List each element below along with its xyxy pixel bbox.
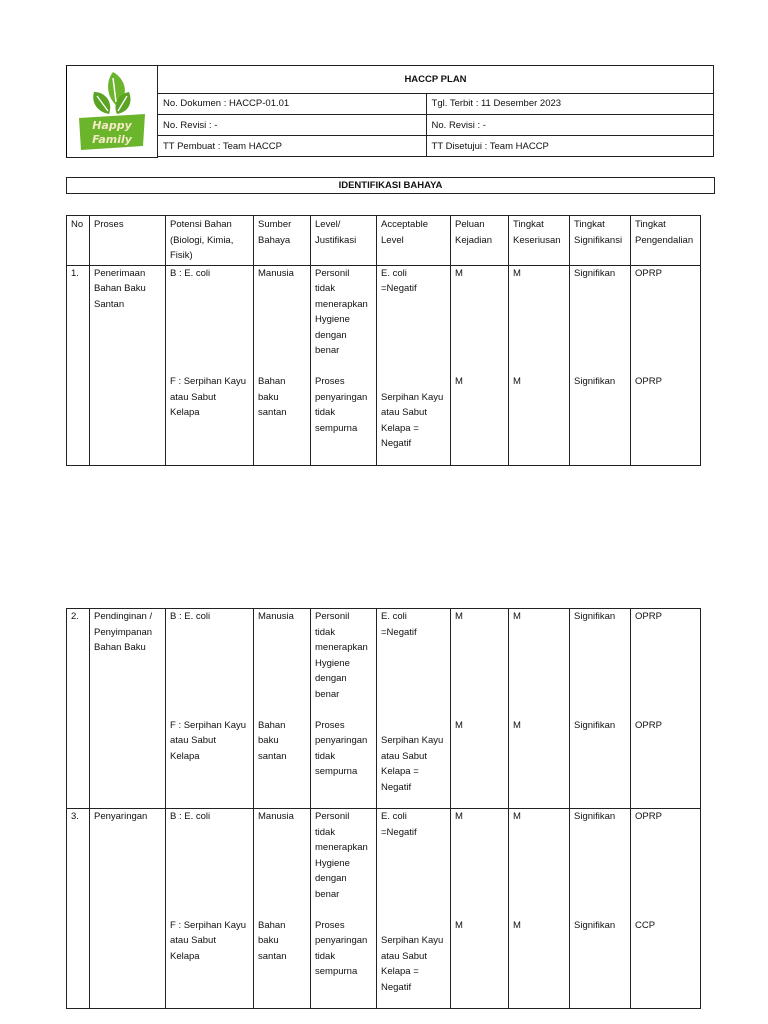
document-header [66,65,714,158]
document-title: HACCP PLAN [158,66,714,94]
row-level: Personil tidak menerapkan Hygiene dengan benar Proses penyaringan tidak sempurna [311,265,377,465]
col-header-peluang: Peluan Kejadian [451,216,509,266]
col-header-keseriusan: Tingkat Keseriusan [509,216,570,266]
row-signifikansi: Signifikan Signifikan [570,609,631,809]
col-header-pengendalian: Tingkat Pengendalian [631,216,701,266]
revision-number-left: No. Revisi : - [158,115,427,136]
col-header-acceptable: Acceptable Level [377,216,451,266]
table-row [67,265,701,465]
col-header-signifikansi: Tingkat Signifikansi [570,216,631,266]
row-proses: Penyaringan [90,809,166,1009]
row-no: 1. [67,265,90,465]
row-peluang: M M [451,609,509,809]
row-peluang: M M [451,809,509,1009]
row-sumber: Manusia Bahan baku santan [254,609,311,809]
table-row [67,609,701,809]
issue-date: Tgl. Terbit : 11 Desember 2023 [426,93,713,114]
col-header-sumber: Sumber Bahaya [254,216,311,266]
row-potensi: B : E. coli F : Serpihan Kayu atau Sabut Kelapa [166,265,254,465]
col-header-proses: Proses [90,216,166,266]
row-keseriusan: M M [509,265,570,465]
col-header-level: Level/ Justifikasi [311,216,377,266]
row-potensi: B : E. coli F : Serpihan Kayu atau Sabut Kelapa [166,609,254,809]
row-signifikansi: Signifikan Signifikan [570,809,631,1009]
row-pengendalian: OPRP CCP [631,809,701,1009]
row-signifikansi: Signifikan Signifikan [570,265,631,465]
row-level: Personil tidak menerapkan Hygiene dengan benar Proses penyaringan tidak sempurna [311,609,377,809]
hazard-table-2 [66,608,701,1009]
section-title: IDENTIFIKASI BAHAYA [66,177,715,194]
row-sumber: Manusia Bahan baku santan [254,809,311,1009]
happy-family-logo [67,66,157,154]
row-acceptable: E. coli =Negatif Serpihan Kayu atau Sabut Kelapa = Negatif [377,265,451,465]
row-keseriusan: M M [509,609,570,809]
hazard-table-1 [66,215,701,466]
row-no: 2. [67,609,90,809]
made-by: TT Pembuat : Team HACCP [158,136,427,157]
table-row [67,809,701,1009]
revision-number-right: No. Revisi : - [426,115,713,136]
approved-by: TT Disetujui : Team HACCP [426,136,713,157]
row-potensi: B : E. coli F : Serpihan Kayu atau Sabut Kelapa [166,809,254,1009]
table-header-row [67,216,701,266]
row-keseriusan: M M [509,809,570,1009]
row-acceptable: E. coli =Negatif Serpihan Kayu atau Sabut Kelapa = Negatif [377,809,451,1009]
row-pengendalian: OPRP OPRP [631,265,701,465]
logo-text-happy: Happy [92,119,132,132]
row-level: Personil tidak menerapkan Hygiene dengan benar Proses penyaringan tidak sempurna [311,809,377,1009]
row-proses: Penerimaan Bahan Baku Santan [90,265,166,465]
row-peluang: M M [451,265,509,465]
row-sumber: Manusia Bahan baku santan [254,265,311,465]
row-acceptable: E. coli =Negatif Serpihan Kayu atau Sabut Kelapa = Negatif [377,609,451,809]
logo-text-family: Family [92,133,132,146]
row-pengendalian: OPRP OPRP [631,609,701,809]
row-no: 3. [67,809,90,1009]
col-header-potensi: Potensi Bahan (Biologi, Kimia, Fisik) [166,216,254,266]
logo-cell [67,66,158,158]
row-proses: Pendinginan / Penyimpanan Bahan Baku [90,609,166,809]
doc-number: No. Dokumen : HACCP-01.01 [158,93,427,114]
col-header-no: No [67,216,90,266]
